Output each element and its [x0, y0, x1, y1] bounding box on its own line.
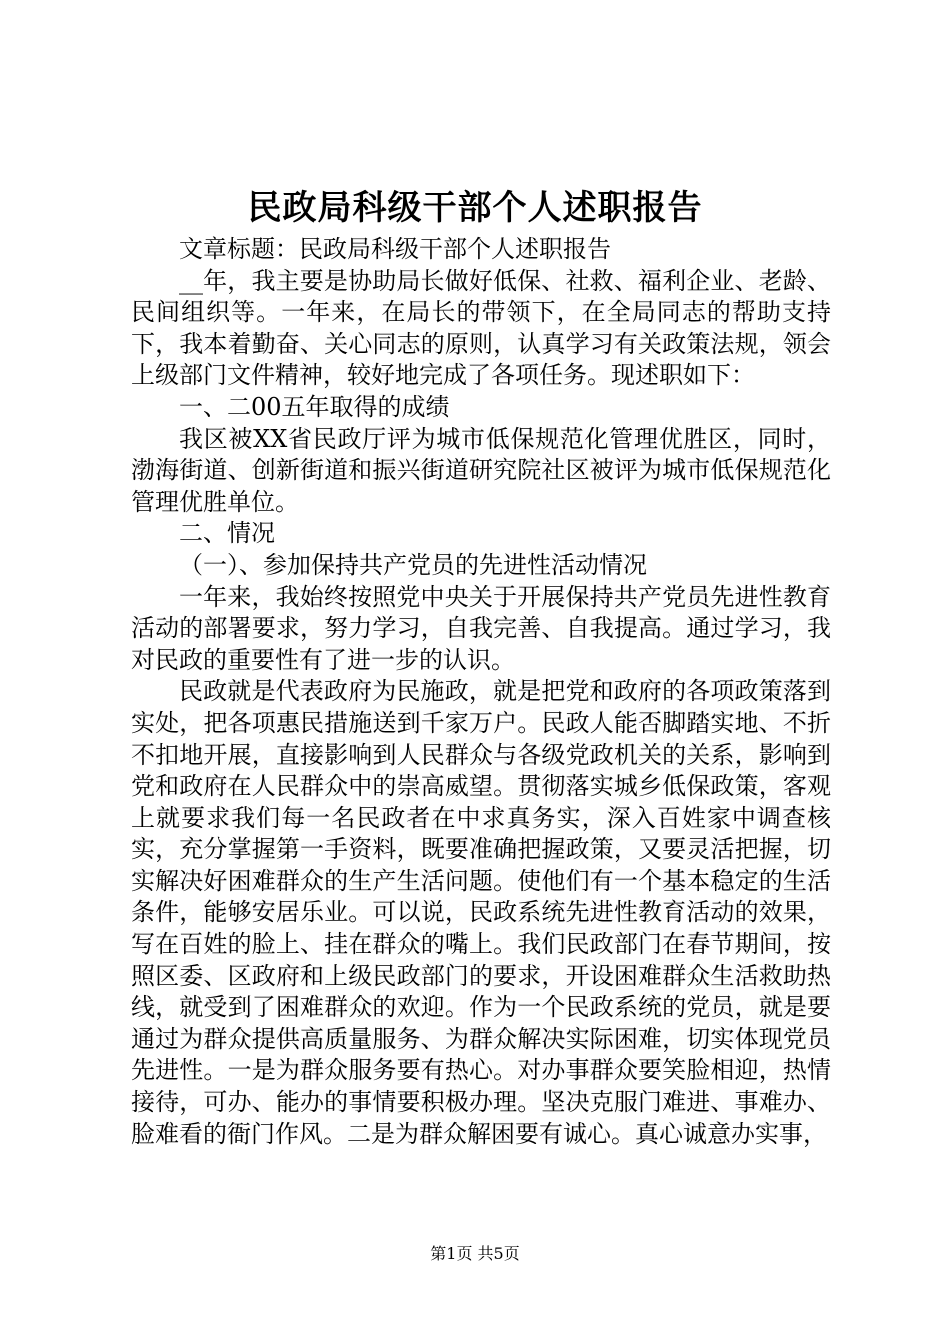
paragraph-study: 一年来，我始终按照党中央关于开展保持共产党员先进性教育活动的部署要求，努力学习，自我完善、自我提高。通过学习，我对民政的重要性有了进一步的认识。 — [131, 582, 831, 674]
paragraph-subsection-heading-1: （一）、参加保持共产党员的先进性活动情况 — [179, 550, 647, 579]
document-title: 民政局科级干部个人述职报告 — [247, 188, 703, 228]
paragraph-section-heading-1: 一、二00五年取得的成绩 — [179, 392, 450, 421]
paragraph-article-title: 文章标题：民政局科级干部个人述职报告 — [179, 235, 611, 263]
document-body — [131, 234, 831, 1150]
paragraph-intro: __年，我主要是协助局长做好低保、社救、福利企业、老龄、民间组织等。一年来，在局长的带领下，在全局同志的帮助支持下，我本着勤奋、关心同志的原则，认真学习有关政策法规，领会上级部门文件精神，较好地完成了各项任务。现述职如下： — [131, 266, 831, 390]
paragraph-achievements: 我区被XX省民政厅评为城市低保规范化管理优胜区，同时，渤海街道、创新街道和振兴街道研究院社区被评为城市低保规范化管理优胜单位。 — [131, 424, 831, 516]
paragraph-section-heading-2: 二、情况 — [179, 519, 275, 548]
page-number-footer: 第1页 共5页 — [430, 1244, 520, 1263]
paragraph-civil-affairs: 民政就是代表政府为民施政，就是把党和政府的各项政策落到实处，把各项惠民措施送到千家万户。民政人能否脚踏实地、不折不扣地开展，直接影响到人民群众与各级党政机关的关系，影响到党和政府在人民群众中的崇高威望。贯彻落实城乡低保政策，客观上就要求我们每一名民政者在中求真务实，深入百姓家中调查核实，充分掌握第一手资料，既要准确把握政策，又要灵活把握，切实解决好困难群众的生产生活问题。使他们有一个基本稳定的生活条件，能够安居乐业。可以说，民政系统先进性教育活动的效果，写在百姓的脸上、挂在群众的嘴上。我们民政部门在春节期间，按照区委、区政府和上级民政部门的要求，开设困难群众生活救助热线，就受到了困难群众的欢迎。作为一个民政系统的党员，就是要通过为群众提供高质量服务、为群众解决实际困难，切实体现党员先进性。一是为群众服务要有热心。对办事群众要笑脸相迎，热情接待，可办、能办的事情要积极办理。坚决克服门难进、事难办、脸难看的衙门作风。二是为群众解困要有诚心。真心诚意办实事， — [131, 677, 831, 1148]
